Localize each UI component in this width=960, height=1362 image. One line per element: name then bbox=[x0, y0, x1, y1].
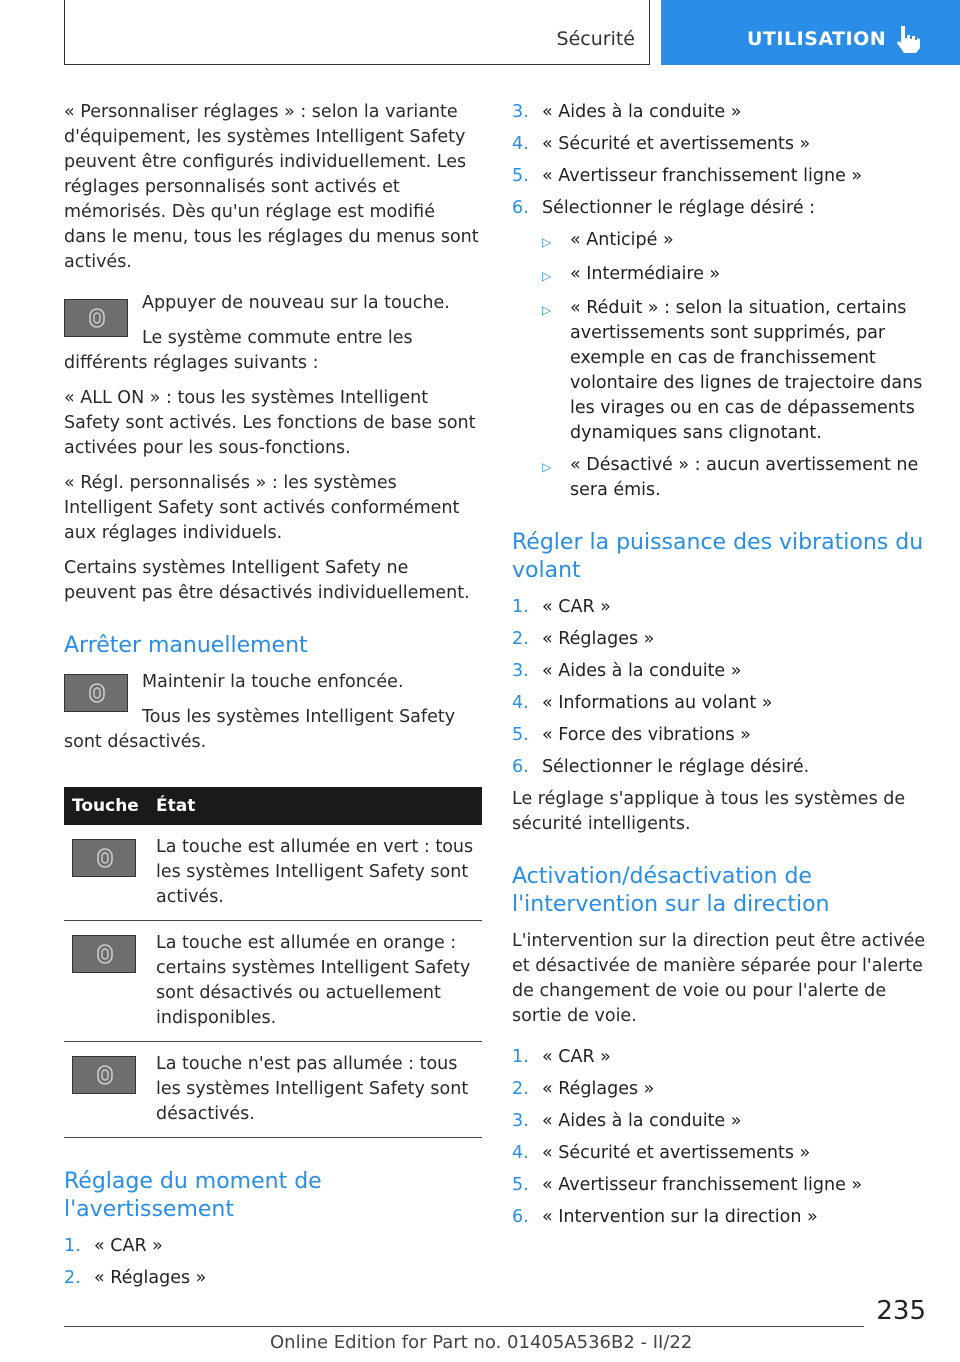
table-header bbox=[64, 787, 482, 825]
list-item: 5. « Avertisseur franchissement ligne » bbox=[512, 166, 863, 186]
some-cannot-text: Certains systèmes Intelligent Safety ne peuvent pas être désactivés individuellement. bbox=[64, 558, 470, 603]
list-item: 4. « Sécurité et avertissements » bbox=[512, 1143, 811, 1163]
list-item: 5. « Avertisseur franchissement ligne » bbox=[512, 1175, 863, 1195]
list-item: 3. « Aides à la conduite » bbox=[512, 102, 742, 122]
list-item: ▷ « Anticipé » bbox=[542, 228, 926, 255]
list-item: ▷ « Intermédiaire » bbox=[542, 262, 926, 289]
steering-heading: Activation/désactivation de l'intervention sur la direction bbox=[512, 864, 830, 917]
table-row bbox=[64, 1042, 482, 1138]
switch-text: Le système commute entre les différents réglages suivants : bbox=[64, 328, 413, 373]
timing-steps-cont bbox=[512, 100, 926, 221]
vibration-note: Le réglage s'applique à tous les systèmes de sécurité intelligents. bbox=[512, 789, 906, 834]
col-state-header: État bbox=[148, 787, 482, 825]
safety-button-icon bbox=[64, 299, 128, 337]
list-item: 4. « Informations au volant » bbox=[512, 693, 773, 713]
vibration-heading: Régler la puissance des vibrations du volant bbox=[512, 530, 924, 583]
safety-button-icon bbox=[64, 674, 128, 712]
hold-text: Maintenir la touche enfoncée. bbox=[142, 672, 404, 692]
list-item: 2. « Réglages » bbox=[64, 1268, 207, 1288]
section-title: Sécurité bbox=[556, 28, 635, 50]
list-item: 3. « Aides à la conduite » bbox=[512, 661, 742, 681]
triangle-bullet-icon: ▷ bbox=[542, 303, 552, 317]
list-item: ▷ « Réduit » : selon la situation, certains avertissements sont supprimés, par exemple en cas de franchissement volontaire des lignes de trajectoire dans les virages ou en cas de dépassements dynamiques sans clignotant. bbox=[542, 296, 926, 446]
intro-paragraph: « Personnaliser réglages » : selon la variante d'équipement, les systèmes Intelligent Safety peuvent être configurés individuellement. Les réglages personnalisés sont activés et mémorisés. Dès qu'un réglage est modifié dans le menu, tous les réglages du menus sont activés. bbox=[64, 102, 479, 272]
list-item: 4. « Sécurité et avertissements » bbox=[512, 134, 811, 154]
state-text: La touche est allumée en orange : certains systèmes Intelligent Safety sont désactivés ou actuellement indisponibles. bbox=[148, 921, 482, 1042]
personal-text: « Régl. personnalisés » : les systèmes Intelligent Safety sont activés conformément aux réglages individuels. bbox=[64, 473, 460, 543]
list-item: 1. « CAR » bbox=[512, 597, 611, 617]
triangle-bullet-icon: ▷ bbox=[542, 235, 552, 249]
list-item: 6. Sélectionner le réglage désiré. bbox=[512, 757, 810, 777]
list-item: 3. « Aides à la conduite » bbox=[512, 1111, 742, 1131]
list-item: 2. « Réglages » bbox=[512, 1079, 655, 1099]
all-on-text: « ALL ON » : tous les systèmes Intelligent Safety sont activés. Les fonctions de base sont activées pour les sous-fonctions. bbox=[64, 388, 476, 458]
table-row bbox=[64, 921, 482, 1042]
state-text: La touche n'est pas allumée : tous les systèmes Intelligent Safety sont désactivés. bbox=[148, 1042, 482, 1138]
left-column bbox=[64, 100, 482, 1298]
chapter-tab[interactable] bbox=[661, 0, 960, 65]
list-item: 1. « CAR » bbox=[512, 1047, 611, 1067]
triangle-bullet-icon: ▷ bbox=[542, 269, 552, 283]
triangle-bullet-icon: ▷ bbox=[542, 460, 552, 474]
list-item: 6. Sélectionner le réglage désiré : bbox=[512, 198, 816, 218]
list-item: 5. « Force des vibrations » bbox=[512, 725, 751, 745]
footer-divider bbox=[64, 1326, 864, 1327]
timing-options bbox=[542, 228, 926, 503]
table-row bbox=[64, 825, 482, 921]
list-item: 2. « Réglages » bbox=[512, 629, 655, 649]
list-item: 6. « Intervention sur la direction » bbox=[512, 1207, 818, 1227]
timing-heading: Réglage du moment de l'avertissement bbox=[64, 1169, 322, 1222]
safety-button-icon bbox=[72, 1056, 136, 1094]
state-text: La touche est allumée en vert : tous les systèmes Intelligent Safety sont activés. bbox=[148, 825, 482, 921]
vibration-steps bbox=[512, 595, 926, 780]
col-key-header: Touche bbox=[64, 787, 148, 825]
steering-steps bbox=[512, 1045, 926, 1230]
page-number: 235 bbox=[876, 1296, 926, 1326]
all-off-text: Tous les systèmes Intelligent Safety sont désactivés. bbox=[64, 707, 456, 752]
list-item: ▷ « Désactivé » : aucun avertissement ne sera émis. bbox=[542, 453, 926, 503]
section-tab bbox=[64, 0, 650, 65]
page-header bbox=[0, 0, 960, 66]
press-again-text: Appuyer de nouveau sur la touche. bbox=[142, 293, 450, 313]
chapter-title: UTILISATION bbox=[747, 28, 887, 50]
edition-text: Online Edition for Part no. 01405A536B2 - II/22 bbox=[270, 1332, 693, 1353]
button-state-table bbox=[64, 787, 482, 1138]
safety-button-icon bbox=[72, 935, 136, 973]
manual-heading: Arrêter manuellement bbox=[64, 633, 308, 658]
list-item: 1. « CAR » bbox=[64, 1236, 163, 1256]
right-column bbox=[512, 100, 926, 1237]
safety-button-icon bbox=[72, 839, 136, 877]
steering-intro: L'intervention sur la direction peut être activée et désactivée de manière séparée pour l'alerte de changement de voie ou pour l'alerte de sortie de voie. bbox=[512, 931, 926, 1026]
pointing-hand-icon bbox=[895, 24, 921, 54]
timing-steps bbox=[64, 1234, 482, 1291]
